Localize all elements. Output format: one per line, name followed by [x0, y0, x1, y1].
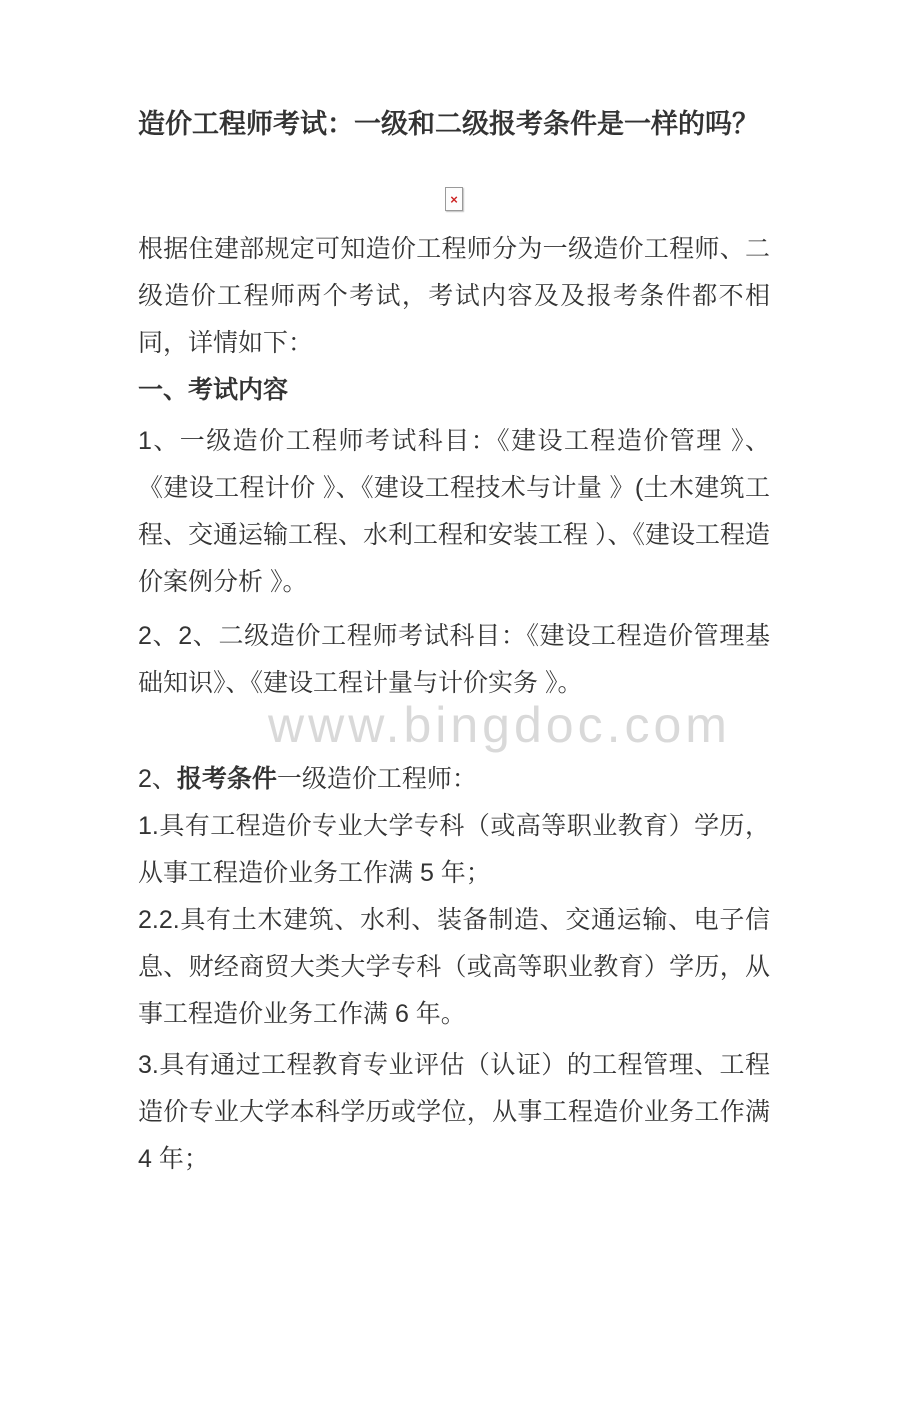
section1-heading: 一、考试内容 [138, 376, 289, 404]
section2-heading: 报考条件 [176, 765, 277, 793]
blank-line [138, 707, 770, 756]
intro-paragraph: 根据住建部规定可知造价工程师分为一级造价工程师、二级造价工程师两个考试，考试内容及及报考条件都不相同，详情如下： [138, 235, 770, 357]
section1-item-1: 1、一级造价工程师考试科目：《建设工程造价管理 》、《建设工程计价 》、《建设工程技术与计量 》(土木建筑工程、交通运输工程、水利工程和安装工程 ）、《建设工程造价案例分析 》。 [138, 427, 770, 596]
section2-number: 2、 [138, 765, 177, 793]
watermark: www.bingdoc.com [268, 697, 731, 753]
broken-image-icon: × [445, 187, 463, 211]
requirement-1: 1.具有工程造价专业大学专科（或高等职业教育）学历，从事工程造价业务工作满 5 年； [138, 812, 770, 887]
requirement-3: 3.具有通过工程教育专业评估（认证）的工程管理、工程造价专业大学本科学历或学位，从事工程造价业务工作满 4 年； [138, 1051, 770, 1173]
section2-heading-line [138, 756, 770, 803]
document-page [0, 104, 920, 1183]
requirement-2: 2.2.具有土木建筑、水利、装备制造、交通运输、电子信息、财经商贸大类大学专科（或高等职业教育）学历，从事工程造价业务工作满 6 年。 [138, 906, 770, 1028]
section1-item-2: 2、2、二级造价工程师考试科目：《建设工程造价管理基础知识》、《建设工程计量与计价实务 》。 [138, 622, 770, 697]
image-placeholder-row [138, 187, 770, 211]
article-title: 造价工程师考试：一级和二级报考条件是一样的吗？ [138, 109, 759, 139]
section2-subject: 一级造价工程师： [276, 765, 477, 793]
